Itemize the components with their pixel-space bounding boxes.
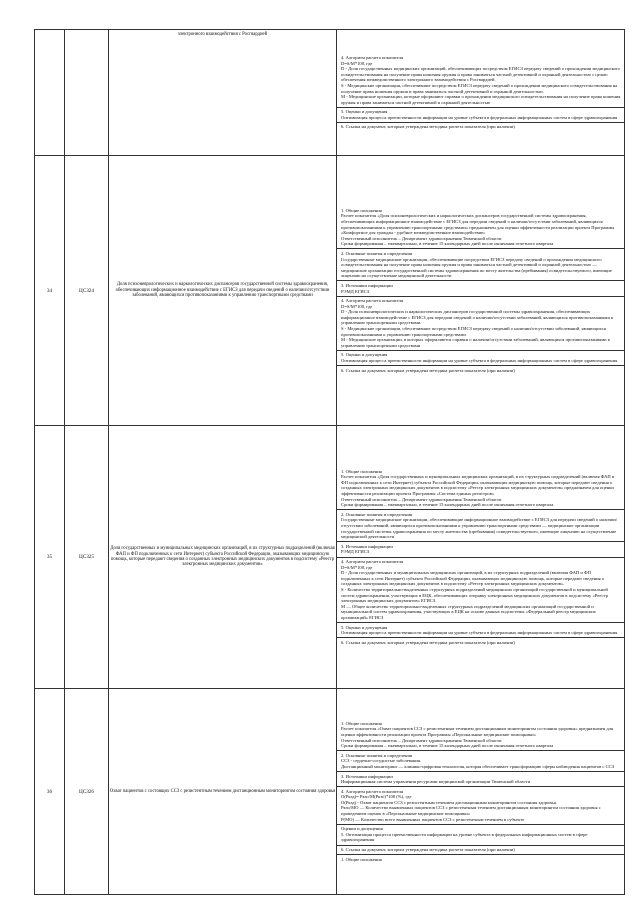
table-row: [35, 156, 625, 426]
section-text: Ответственный исполнитель – Департамент здравоохранения Тюменской области: [341, 496, 502, 502]
section-heading: 4. Алгоритм расчета показателя: [341, 559, 404, 564]
section-heading: 2. Основные понятия и определения: [341, 752, 413, 758]
section-text: Оптимизация процесса преемственности информации на уровне субъекта в федеральных информационных систем в сфере здравоохранения: [341, 630, 618, 636]
indicator-code: [65, 30, 109, 156]
methodology-section: [337, 108, 624, 123]
section-text: D=S/M*100, где: [341, 60, 373, 66]
section-text: Оптимизация процесса преемственности информации на уровне субъекта в федеральных информационных систем в сфере здравоохранения: [341, 358, 618, 364]
methodology-section: [337, 510, 624, 542]
section-heading: 4. Алгоритм расчета показателя: [341, 54, 404, 60]
section-heading: 2. Основные понятия и определения: [341, 511, 413, 517]
section-heading: 1. Общие положения: [341, 207, 382, 213]
table-row: [35, 30, 625, 156]
section-heading: 1. Общие положения: [341, 720, 382, 726]
section-text: S - Количество территориально-выделенных структурных подразделений медицинских организаций государственной и муниципальной систем здравоохранения, участвующих в ЕЦК, обеспечивающих отправку электронных медицинских документов в подсистему «Реестр электронных медицинских документов» ЕГИСЗ.: [341, 586, 608, 604]
methodology-section: [337, 787, 624, 825]
indicator-code: ЦСЗ25: [65, 426, 109, 689]
section-text: D - Доля психоневрологических и наркологических диспансеров государственной системы здравоохранения, обеспечивающих информационное взаимодействие с ЕГИСЗ для передачи сведений о наличии/отсутствии заболеваний, являющихся противопоказаниями к управлению транспортными средствами.: [341, 309, 614, 326]
section-text: D=S/M*100, где: [341, 564, 373, 570]
indicator-methodology: [337, 30, 625, 156]
methodology-section: [337, 123, 624, 132]
methodology-section: [337, 542, 624, 557]
methodology-section: [337, 772, 624, 787]
section-text: O(Ркзд) - Охват пациентов ССЗ с резистентным течением дистанционным мониторингом состояния здоровья.: [341, 799, 557, 805]
section-heading: 4. Алгоритм расчета показателя: [341, 788, 404, 794]
methodology-section: [337, 366, 624, 375]
table-row: [35, 689, 625, 895]
section-heading: 5. Оценки и допущения: [341, 109, 388, 115]
methodology-section: [337, 281, 624, 296]
methodology-section: [337, 206, 624, 249]
section-text: O(Ркзд)= Ркзо/М(Ркзо)*100 (%), где: [341, 794, 412, 800]
section-text: Расчет показателя «Доля государственных и муниципальных медицинских организаций, в их структурных подразделений (включая ФАП и ФП подключенных к сети Интернет) субъекта Российской Федерации, оказывающих медицинскую помощь, которые передают сведения о созданных электронных медицинских документов в подсистему «Реестр электронных медицинских документов» предназначен для оценки эффективности реализации проекта Программы «Система единых регистров»: [341, 474, 615, 497]
section-heading: 6. Ссылка на документ, которым утверждена методика расчета показателя (при наличии): [341, 124, 515, 130]
indicators-table: [34, 29, 625, 895]
section-heading: Оценки и допущения: [341, 826, 383, 832]
section-heading: 5. Оценки и допущения: [341, 352, 388, 358]
row-number: [35, 30, 65, 156]
row-number: 36: [35, 689, 65, 895]
section-text: Ответственный исполнитель – Департамент здравоохранения Тюменской области: [341, 737, 502, 743]
section-text: M — Общее количество территориально-выделенных структурных подразделений медицинских организаций государственной и муниципальной систем здравоохранения, участвующих в ЕЦК на основе данных подсистемы «Федеральный реестр медицинских организаций» ЕГИСЗ: [341, 603, 596, 620]
methodology-section: [337, 638, 624, 647]
section-heading: 2. Основные понятия и определения: [341, 250, 413, 256]
section-text: Р(МО) — Количество всего выявленных пациентов ССЗ с резистентным течением в субъекте: [341, 816, 525, 822]
section-heading: 1. Общие положения: [341, 468, 382, 474]
section-text: D - Доля государственных и муниципальных медицинских организаций, в их структурных подразделений (включая ФАП и ФП подключенных к сети Интернет) субъекта Российской Федерации, оказывающих медицинскую помощь, которые передают сведения о созданных электронных медицинских документов в подсистему «Реестр электронных медицинских документов».: [341, 570, 605, 587]
section-heading: 3. Источники информации: [341, 543, 393, 549]
methodology-section: [337, 297, 624, 351]
table-row: [35, 426, 625, 689]
indicator-name: Доля государственных и муниципальных медицинских организаций, в их структурных подразделений (включая ФАП и ФП подключенных к сети Интернет) субъекта Российской Федерации, оказывающих медицинскую помощь, которые передают сведения о созданных электронных медицинских документов в подсистему «Реестр электронных медицинских документов»: [109, 426, 337, 689]
indicator-methodology: [337, 426, 625, 689]
indicator-name: электронного взаимодействия с Росгвардией: [109, 30, 337, 156]
section-heading: 6. Ссылка на документ, которым утверждена методика расчета показателя (при наличии): [341, 847, 515, 853]
section-text: M - Медицинские организации, в которых оформляются справки о наличии/отсутствии заболеваний, являющихся противопоказаниями к управлению транспортными средствами: [341, 337, 610, 348]
row-number: 34: [35, 156, 65, 426]
methodology-section: [337, 558, 624, 624]
methodology-section: [337, 719, 624, 751]
section-text: Сроки формирования – ежеквартально, в течение 15 календарных дней после окончания отчетного квартала: [341, 241, 554, 247]
section-heading: 6. Ссылка на документ, которым утверждена методика расчета показателя (при наличии): [341, 367, 515, 373]
section-text: РЭМД ЕГИСЗ: [341, 549, 370, 555]
section-text: Информационная система управления ресурсами медицинской организации Тюменской области: [341, 779, 531, 785]
section-text: Дистанционный мониторинг — клинико-цифровая технология, которая обеспечивает трансформацию сферы наблюдения пациентов с ССЗ: [341, 763, 615, 769]
section-text: Сроки формирования – ежеквартально, в течение 15 календарных дней после окончания отчетного квартала: [341, 743, 554, 749]
indicator-code: ЦСЗ26: [65, 689, 109, 895]
indicator-name: Доля психоневрологических и наркологических диспансеров государственной системы здравоохранения, обеспечивающих информационное взаимодействие с ЕГИСЗ для передачи сведений о наличии/отсутствии заболеваний, являющихся противопоказаниями к управлению транспортными средствами: [109, 156, 337, 426]
section-text: Расчет показателя «Доля психоневрологических и наркологических диспансеров государственной системы здравоохранения, обеспечивающих информационное взаимодействие с ЕГИСЗ для передачи сведений о наличии/отсутствии заболеваний, являющихся противопоказаниями к управлению транспортными средствами» предназначен для оценки эффективности реализации проекта Программы «Комфортное для граждан - удобное межведомственное взаимодействие»: [341, 213, 615, 236]
section-text: РЭМД ЕГИСЗ: [341, 288, 370, 294]
section-heading: 4. Алгоритм расчета показателя: [341, 298, 404, 304]
section-text: D=S/M*100, где: [341, 303, 373, 309]
section-text: Государственные медицинские организации, обеспечивающие посредством ЕГИСЗ передачу сведений о прохождении медицинского освидетельствования на получение права ношения оружия и права заниматься частной детективной и охранной деятельностью — медицинские организации государственной системы здравоохранения по месту жительства (пребывания) освидетельствуемого, имеющие лицензию на осуществление медицинской деятельности: [341, 256, 612, 279]
indicator-methodology: [337, 156, 625, 426]
methodology-section: [337, 751, 624, 772]
methodology-section: [337, 53, 624, 107]
section-text: Ответственный исполнитель – Департамент здравоохранения Тюменской области: [341, 235, 502, 241]
section-heading: 5. Оценки и допущения: [341, 624, 388, 630]
methodology-section: [337, 351, 624, 366]
section-text: Ркзо/МО — Количество выявленных пациентов ССЗ с резистентным течением дистанционным мониторингом состояния здоровья с проведением оценок в «Персональные медицинские помощники»: [341, 805, 601, 817]
section-text: M - Медицинские организации, которые оформляют справки о прохождении медицинского освидетельствования на получение права ношения оружия и права заниматься частной детективной и охранной деятельностью: [341, 94, 621, 105]
section-text: Оптимизация процесса преемственности информации на уровне субъекта в федеральных информационных систем в сфере здравоохранения: [341, 114, 618, 120]
methodology-section: [337, 825, 624, 846]
section-heading: 1. Общие положения: [341, 856, 382, 862]
section-text: S - Медицинские организации, обеспечившие посредством ЕГИСЗ передачу сведений о наличии/отсутствии заболеваний, являющихся противопоказаниями к управлению транспортными средствами: [341, 326, 606, 337]
section-text: 5. Оптимизация процесса преемственности информации на уровне субъекта в федеральных информационных систем в сфере здравоохранения: [341, 831, 588, 843]
methodology-section: [337, 846, 624, 856]
section-text: Расчет показателя «Охват пациентов ССЗ с резистентным течением дистанционным мониторингом состояния здоровья» предназначен для оценки эффективности реализации проекта Программы «Персональные медицинские помощники»: [341, 726, 614, 737]
section-text: Сроки формирования – ежеквартально, в течение 15 календарных дней после окончания отчетного квартала: [341, 502, 554, 508]
methodology-section: [337, 467, 624, 510]
section-heading: 6. Ссылка на документ, которым утверждена методика расчета показателя (при наличии): [341, 639, 515, 645]
section-text: Государственные медицинские организации, обеспечивающие информационное взаимодействие с ЕГИСЗ для передачи сведений о наличии/отсутствии заболеваний, являющихся противопоказаниями к управлению транспортными средствами — медицинские организации государственной системы здравоохранения по месту жительства (пребывания) освидетельствуемого, имеющие лицензию на осуществление медицинской деятельности: [341, 517, 618, 540]
indicator-methodology: [337, 689, 625, 895]
row-number: 35: [35, 426, 65, 689]
section-text: ССЗ - сердечно-сосудистые заболевания.: [341, 758, 422, 764]
indicator-code: ЦСЗ24: [65, 156, 109, 426]
methodology-section: [337, 623, 624, 638]
methodology-section: [337, 855, 624, 864]
indicator-name: Охват пациентов с состоящих ССЗ с резистентным течением дистанционным мониторингом состояния здоровья: [109, 689, 337, 895]
methodology-section: [337, 249, 624, 281]
section-heading: 3. Источники информации: [341, 282, 393, 288]
section-text: S - Медицинские организации, обеспечившие посредством ЕГИСЗ передачу сведений о прохождении медицинского освидетельствования на получение права ношения оружия и права заниматься частной детективной и охранной деятельностью.: [341, 82, 618, 94]
section-heading: 3. Источники информации: [341, 773, 393, 779]
section-text: D - Доля государственных медицинских организаций, обеспечивающих посредством ЕГИСЗ передачу сведений о прохождении медицинского освидетельствования на получение права ношения оружия и права заниматься частной детективной и охранной деятельностью с целью обеспечения межведомственного электронного взаимодействия с Росгвардией.: [341, 66, 620, 83]
